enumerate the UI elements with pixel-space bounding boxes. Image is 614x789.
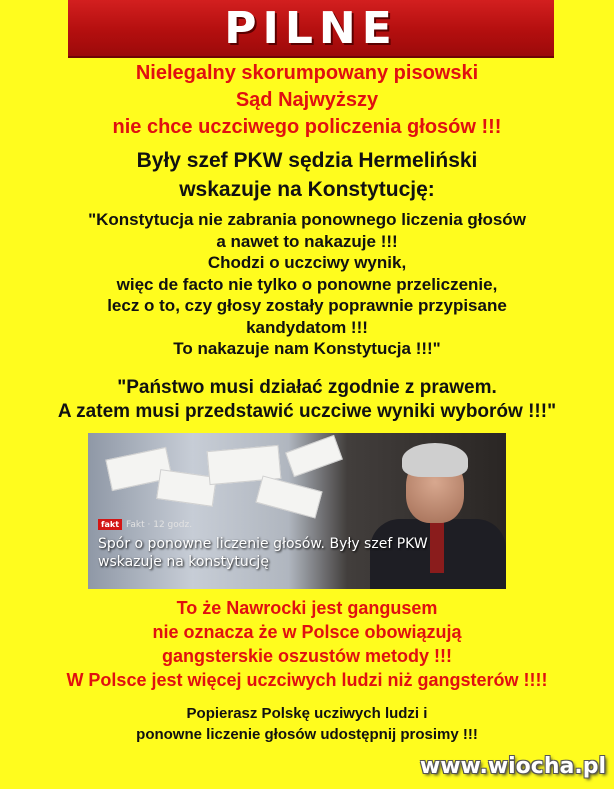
banner-title: PILNE [224,2,398,54]
ballot-paper [255,475,322,518]
headline-line: Sąd Najwyższy [235,89,379,111]
black-headline [0,146,614,204]
quote-line: A zatem musi przedstawić uczciwe wyniki wyborów !!!" [57,401,557,422]
fakt-logo: fakt [98,519,122,530]
quote-line: To nakazuje nam Konstytucja !!!" [173,339,441,358]
quote-line: a nawet to nakazuje !!! [216,231,398,251]
quote-line: "Konstytucja nie zabrania ponownego liczenia głosów [88,210,526,229]
quote-line: Chodzi o uczciwy wynik, [207,253,407,272]
news-source [98,519,192,530]
quote-line: "Państwo musi działać zgodnie z prawem. [117,377,497,398]
site-watermark: www.wiocha.pl [419,754,606,779]
person-tie [430,521,444,573]
headline-line: Były szef PKW sędzia Hermeliński [136,149,478,172]
person-hair [402,443,468,477]
statement-line: nie oznacza że w Polsce obowiązują [152,622,462,642]
statement-line: To że Nawrocki jest gangusem [176,598,438,618]
headline-line: wskazuje na Konstytucję: [179,178,435,201]
cta-line: Popierasz Polskę ucziwych ludzi i [186,705,428,722]
news-photo [88,433,506,589]
ballot-paper [285,435,343,477]
call-to-action [0,703,614,745]
headline-line: nie chce uczciwego policzenia głosów !!! [112,116,502,138]
caption-line: Spór o ponowne liczenie głosów. Były szef PKW [98,536,428,552]
statement-line: W Polsce jest więcej uczciwych ludzi niż gangsterów !!!! [66,670,548,690]
cta-line: ponowne liczenie głosów udostępnij prosimy !!! [136,726,478,743]
quote-line: więc de facto nie tylko o ponowne przeliczenie, [116,274,498,294]
caption-line: wskazuje na konstytucję [98,554,269,570]
urgent-banner [68,0,554,58]
quote-line: kandydatom !!! [246,317,368,337]
statement-line: gangsterskie oszustów metody !!! [161,646,453,666]
photo-caption [98,535,428,571]
red-headline [0,60,614,141]
ballot-paper [156,469,217,507]
headline-line: Nielegalny skorumpowany pisowski [135,62,479,84]
source-time: Fakt · 12 godz. [126,519,193,530]
quote-block-2 [0,376,614,424]
red-statement [0,596,614,692]
quote-line: lecz o to, czy głosy zostały poprawnie przypisane [107,296,507,315]
quote-block [0,209,614,360]
